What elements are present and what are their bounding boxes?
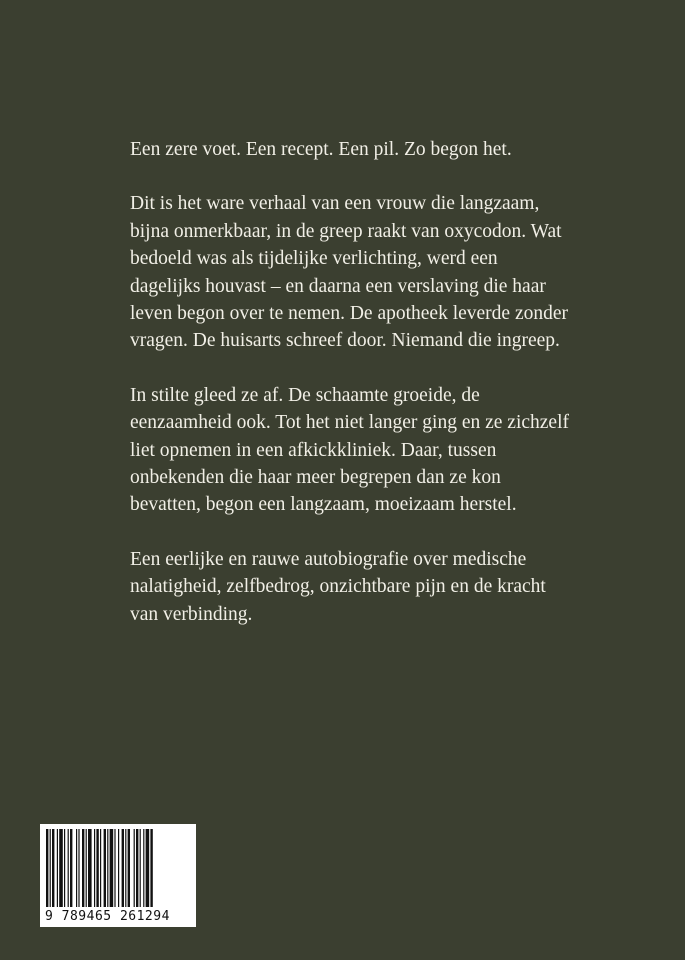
blurb-paragraph-4: Een eerlijke en rauwe autobiografie over medische nalatigheid, zelfbedrog, onzichtbare pijn en de kracht van verbinding. <box>130 548 546 625</box>
barcode-bars-icon <box>46 829 190 907</box>
back-cover-blurb <box>130 136 570 655</box>
blurb-paragraph-1: Een zere voet. Een recept. Een pil. Zo begon het. <box>130 139 512 160</box>
blurb-paragraph-2: Dit is het ware verhaal van een vrouw die langzaam, bijna onmerkbaar, in de greep raakt van oxycodon. Wat bedoeld was als tijdelijke verlichting, werd een dagelijks houvast – en daarna een verslaving die haar leven begon over te nemen. De apotheek leverde zonder vragen. De huisarts schreef door. Niemand die ingreep. <box>130 193 569 352</box>
isbn-number: 9 789465 261294 <box>45 909 170 924</box>
isbn-barcode <box>40 824 196 927</box>
blurb-paragraph-3: In stilte gleed ze af. De schaamte groeide, de eenzaamheid ook. Tot het niet langer ging en ze zichzelf liet opnemen in een afkickkliniek. Daar, tussen onbekenden die haar meer begrepen dan ze kon bevatten, begon een langzaam, moeizaam herstel. <box>130 384 569 516</box>
